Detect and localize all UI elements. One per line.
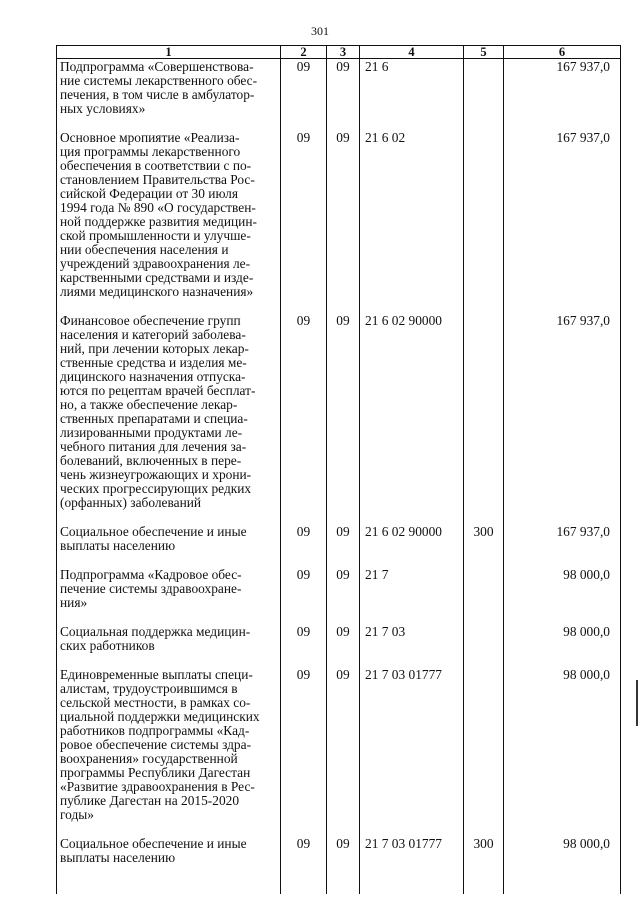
row-name-cell: Финансовое обеспечение групп населения и категорий заболева- ний, при лечении которых лекар- ственные средства и изделия ме- дицинского назначения отпуска- ются по рецептам врачей бесплат- но, а также обеспечение лекар- ственных препаратами и специа- лизированными продуктами ле- чебного питания для лечения за- болеваний, включенных в пере- чень жизнеугрожающих и хрони- ческих прогрессирующих редких (орфанных) заболеваний <box>57 313 281 524</box>
row-name-cell: Единовременные выплаты специ- алистам, трудоустроившимся в сельской местности, в рамках со- циальной поддержки медицинских работников подпрограммы «Кад- ровое обеспечение системы здра- воохранения» государственной программы Республики Дагестан «Развитие здравоохранения в Рес- публике Дагестан на 2015-2020 годы» <box>57 667 281 836</box>
row-sum-cell: 98 000,0 <box>504 624 621 667</box>
column-header-name: 1 <box>57 46 281 59</box>
row-csr-cell: 21 6 02 90000 <box>360 524 464 567</box>
filler-cell <box>360 865 464 894</box>
row-csr-cell: 21 7 03 01777 <box>360 836 464 865</box>
row-csr-cell: 21 7 03 01777 <box>360 667 464 836</box>
filler-cell <box>504 865 621 894</box>
row-pr-cell: 09 <box>327 313 360 524</box>
row-sum-cell: 98 000,0 <box>504 567 621 624</box>
table-row <box>57 667 621 836</box>
row-pr-cell: 09 <box>327 59 360 131</box>
page-number: 301 <box>311 24 329 38</box>
row-sum-cell: 167 937,0 <box>504 313 621 524</box>
row-rz-cell: 09 <box>281 313 327 524</box>
row-pr-cell: 09 <box>327 624 360 667</box>
filler-cell <box>464 865 504 894</box>
row-vr-cell <box>464 313 504 524</box>
table-row <box>57 130 621 313</box>
scan-edge-mark <box>636 680 638 726</box>
row-rz-cell: 09 <box>281 524 327 567</box>
filler-cell <box>327 865 360 894</box>
row-sum-cell: 167 937,0 <box>504 524 621 567</box>
table-header-row <box>57 46 621 59</box>
row-name-cell: Основное мропиятие «Реализа- ция программы лекарственного обеспечения в соответствии с по- становлением Правительства Рос- сийской Федерации от 30 июля 1994 года № 890 «О государствен- ной поддержке развития медицин- ской промышленности и улучше- нии обеспечения населения и учреждений здравоохранения ле- карственными средствами и изде- лиями медицинского назначения» <box>57 130 281 313</box>
row-vr-cell <box>464 567 504 624</box>
row-rz-cell: 09 <box>281 667 327 836</box>
row-pr-cell: 09 <box>327 130 360 313</box>
row-pr-cell: 09 <box>327 667 360 836</box>
row-name-cell: Подпрограмма «Совершенствова- ние системы лекарственного обес- печения, в том числе в амбулатор- ных условиях» <box>57 59 281 131</box>
row-sum-cell: 167 937,0 <box>504 59 621 131</box>
filler-cell <box>57 865 281 894</box>
row-rz-cell: 09 <box>281 567 327 624</box>
row-rz-cell: 09 <box>281 836 327 865</box>
budget-table <box>56 45 621 894</box>
row-vr-cell: 300 <box>464 836 504 865</box>
row-name-cell: Подпрограмма «Кадровое обес- печение системы здравоохране- ния» <box>57 567 281 624</box>
row-rz-cell: 09 <box>281 624 327 667</box>
table-row <box>57 567 621 624</box>
row-name-cell: Социальное обеспечение и иные выплаты населению <box>57 836 281 865</box>
row-csr-cell: 21 7 03 <box>360 624 464 667</box>
row-pr-cell: 09 <box>327 836 360 865</box>
row-csr-cell: 21 7 <box>360 567 464 624</box>
column-header-sum: 6 <box>504 46 621 59</box>
row-name-cell: Социальная поддержка медицин- ских работников <box>57 624 281 667</box>
column-header-pr: 3 <box>327 46 360 59</box>
table-row <box>57 59 621 131</box>
row-vr-cell <box>464 624 504 667</box>
row-name-cell: Социальное обеспечение и иные выплаты населению <box>57 524 281 567</box>
table-row <box>57 313 621 524</box>
column-header-vr: 5 <box>464 46 504 59</box>
filler-cell <box>281 865 327 894</box>
row-rz-cell: 09 <box>281 59 327 131</box>
row-vr-cell: 300 <box>464 524 504 567</box>
row-pr-cell: 09 <box>327 567 360 624</box>
table-filler-row <box>57 865 621 894</box>
row-csr-cell: 21 6 02 90000 <box>360 313 464 524</box>
row-csr-cell: 21 6 02 <box>360 130 464 313</box>
row-csr-cell: 21 6 <box>360 59 464 131</box>
row-sum-cell: 167 937,0 <box>504 130 621 313</box>
column-header-csr: 4 <box>360 46 464 59</box>
table-body <box>57 59 621 895</box>
row-sum-cell: 98 000,0 <box>504 667 621 836</box>
table-row <box>57 624 621 667</box>
row-vr-cell <box>464 667 504 836</box>
row-rz-cell: 09 <box>281 130 327 313</box>
row-vr-cell <box>464 130 504 313</box>
row-sum-cell: 98 000,0 <box>504 836 621 865</box>
row-pr-cell: 09 <box>327 524 360 567</box>
row-vr-cell <box>464 59 504 131</box>
column-header-rz: 2 <box>281 46 327 59</box>
table-row <box>57 836 621 865</box>
table-row <box>57 524 621 567</box>
